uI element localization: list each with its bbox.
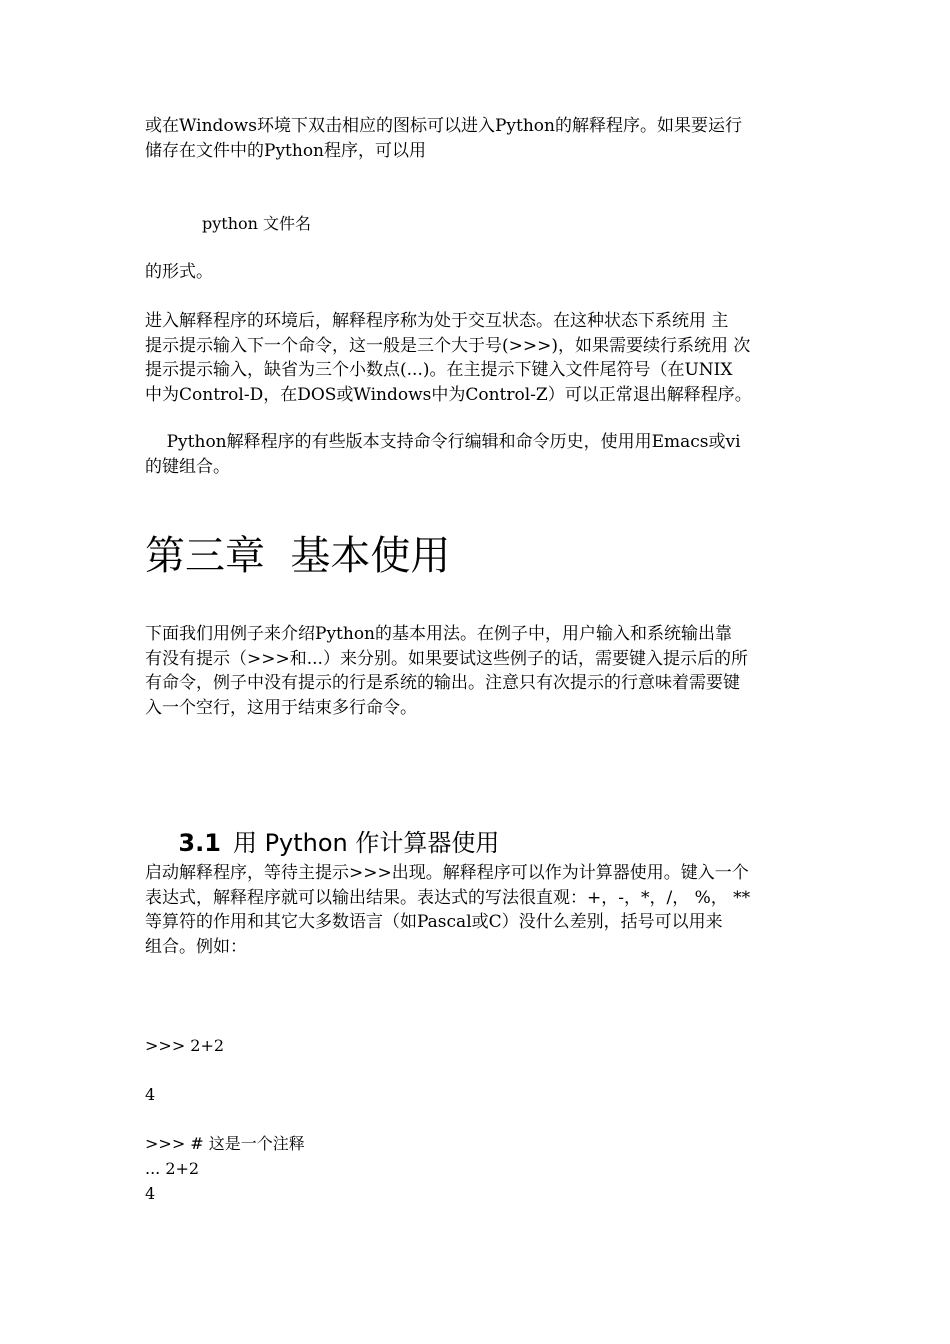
- text-line: Python解释程序的有些版本支持命令行编辑和命令历史，使用用Emacs或vi: [145, 432, 741, 452]
- intro-paragraph: [145, 114, 807, 163]
- text-line: 进入解释程序的环境后，解释程序称为处于交互状态。在这种状态下系统用 主: [145, 311, 729, 331]
- text-line: 中为Control-D，在DOS或Windows中为Control-Z）可以正常退出解释程序。: [145, 384, 752, 405]
- text-line: 等算符的作用和其它大多数语言（如Pascal或C）没什么差别，括号可以用来: [145, 912, 723, 932]
- text-line: 的键组合。: [145, 456, 230, 477]
- code-line: >>> # 这是一个注释: [145, 1134, 305, 1153]
- text-line: 启动解释程序，等待主提示>>>出现。解释程序可以作为计算器使用。键入一个: [145, 863, 749, 883]
- text-line: 有命令，例子中没有提示的行是系统的输出。注意只有次提示的行意味着需要键: [145, 673, 740, 693]
- text-line: 入一个空行，这用于结束多行命令。: [145, 697, 417, 718]
- editing-history-paragraph: [145, 430, 807, 479]
- text-line: 表达式，解释程序就可以输出结果。表达式的写法很直观：+，-，*，/， %， **: [145, 887, 751, 908]
- chapter-title: 第三章 基本使用: [145, 533, 451, 579]
- section-number: 3.1: [178, 829, 221, 857]
- code-line: >>> 2+2: [145, 1036, 225, 1055]
- chapter-intro-paragraph: [145, 622, 807, 720]
- text-line: 有没有提示（>>>和...）来分别。如果要试这些例子的话，需要键入提示后的所: [145, 648, 748, 669]
- text-line: 或在Windows环境下双击相应的图标可以进入Python的解释程序。如果要运行: [145, 116, 742, 136]
- code-line: ... 2+2: [145, 1159, 200, 1178]
- interactive-mode-paragraph: [145, 309, 807, 407]
- text-line: 组合。例如：: [145, 936, 247, 957]
- calculator-paragraph: [145, 861, 807, 959]
- text-line: 提示提示输入下一个命令，这一般是三个大于号(>>>)，如果需要续行系统用 次: [145, 335, 751, 356]
- form-note-paragraph: 的形式。: [145, 262, 213, 282]
- code-output-line: 4: [145, 1184, 156, 1203]
- code-output-line: 4: [145, 1085, 156, 1104]
- text-line: 储存在文件中的Python程序，可以用: [145, 140, 427, 161]
- section-title-text: 用 Python 作计算器使用: [232, 829, 500, 857]
- text-line: 下面我们用例子来介绍Python的基本用法。在例子中，用户输入和系统输出靠: [145, 624, 733, 644]
- command-example: python 文件名: [202, 214, 312, 233]
- text-line: 提示提示输入，缺省为三个小数点(...)。在主提示下键入文件尾符号（在UNIX: [145, 360, 733, 380]
